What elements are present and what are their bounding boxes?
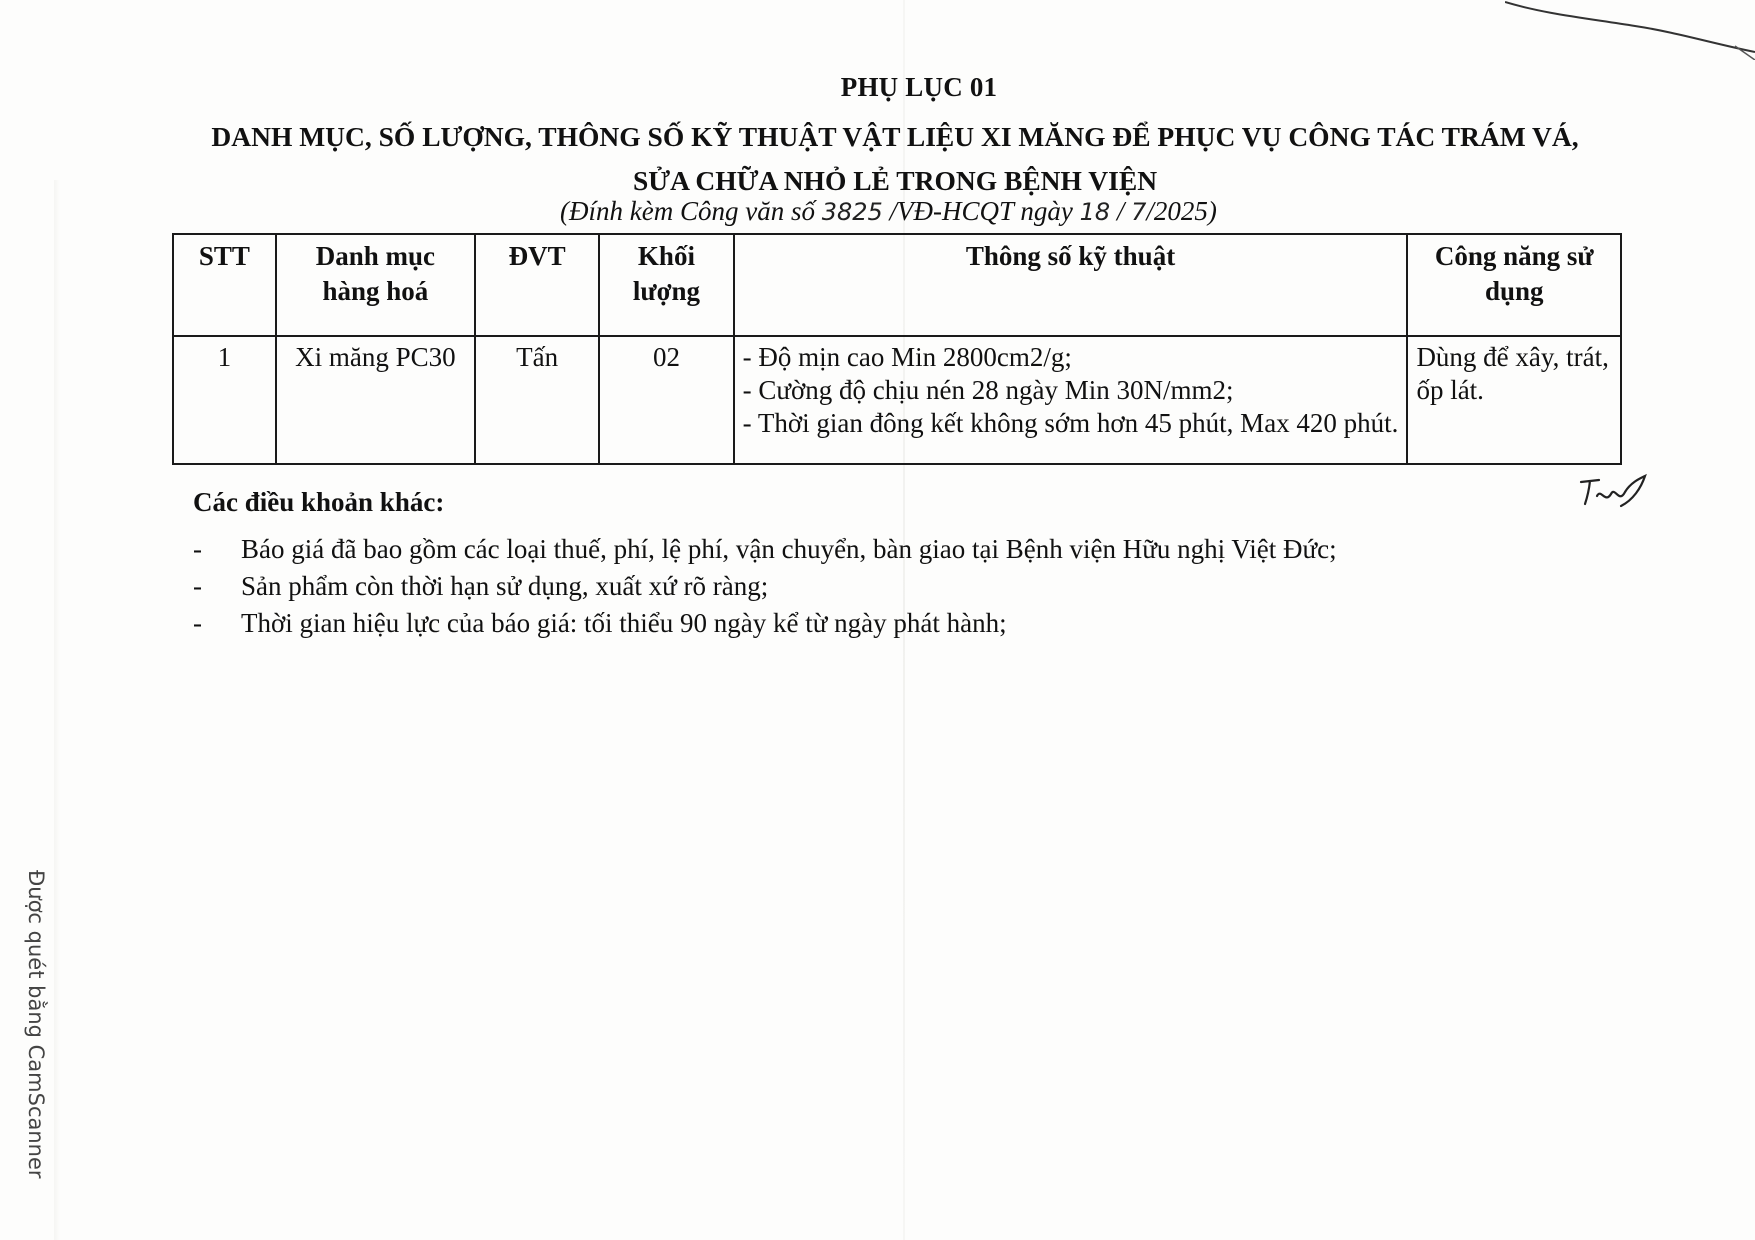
table-row: [173, 336, 1621, 464]
spec-line: - Cường độ chịu nén 28 ngày Min 30N/mm2;: [742, 375, 1234, 405]
cell-unit: Tấn: [475, 336, 599, 464]
spec-line: - Thời gian đông kết không sớm hơn 45 phút, Max 420 phút.: [742, 408, 1399, 438]
attachment-suffix: /2025): [1146, 196, 1217, 226]
header-item-name-line1: Danh mục: [315, 241, 436, 271]
attachment-middle: /VĐ-HCQT ngày: [882, 196, 1080, 226]
header-unit: ĐVT: [475, 234, 599, 336]
handwritten-month: 7: [1131, 198, 1147, 226]
handwritten-doc-number: 3825: [821, 198, 883, 226]
corner-scratch-mark: [1505, 0, 1755, 60]
annex-heading: PHỤ LỤC 01: [840, 72, 998, 102]
header-usage: [1407, 234, 1621, 336]
list-item: [193, 568, 1337, 605]
header-quantity: [599, 234, 733, 336]
scan-left-edge: [54, 180, 60, 1240]
terms-list: [193, 531, 1337, 642]
handwritten-day: 18: [1079, 198, 1111, 226]
term-text: Thời gian hiệu lực của báo giá: tối thiểu 90 ngày kể từ ngày phát hành;: [241, 608, 1007, 638]
header-item-name-line2: hàng hoá: [322, 276, 429, 306]
attachment-separator: /: [1110, 196, 1132, 226]
header-item-name: [276, 234, 475, 336]
spec-line: - Độ mịn cao Min 2800cm2/g;: [742, 342, 1072, 372]
header-stt: STT: [173, 234, 276, 336]
cell-specifications: [734, 336, 1408, 464]
term-text: Báo giá đã bao gồm các loại thuế, phí, lệ phí, vận chuyển, bàn giao tại Bệnh viện Hữu nghị Việt Đức;: [241, 534, 1337, 564]
terms-heading: Các điều khoản khác:: [193, 487, 445, 517]
header-usage-line1: Công năng sử: [1434, 241, 1594, 271]
title-line-2: SỬA CHỮA NHỎ LẺ TRONG BỆNH VIỆN: [632, 165, 1158, 196]
title-line-1: DANH MỤC, SỐ LƯỢNG, THÔNG SỐ KỸ THUẬT VẬT LIỆU XI MĂNG ĐỂ PHỤC VỤ CÔNG TÁC TRÁM VÁ,: [211, 121, 1579, 152]
attachment-reference: [560, 196, 1217, 227]
cell-usage: Dùng để xây, trát, ốp lát.: [1407, 336, 1621, 464]
list-item: [193, 605, 1337, 642]
header-quantity-line1: Khối: [637, 241, 695, 271]
bullet-dash: -: [193, 608, 202, 638]
bullet-dash: -: [193, 534, 202, 564]
list-item: [193, 531, 1337, 568]
cell-quantity: 02: [599, 336, 733, 464]
header-specifications: Thông số kỹ thuật: [734, 234, 1408, 336]
bullet-dash: -: [193, 571, 202, 601]
cell-item-name: Xi măng PC30: [276, 336, 475, 464]
header-usage-line2: dụng: [1484, 276, 1544, 306]
header-quantity-line2: lượng: [632, 276, 701, 306]
camscanner-watermark: Được quét bằng CamScanner: [24, 870, 48, 1179]
table-header-row: [173, 234, 1621, 336]
handwritten-initials: [1575, 470, 1655, 510]
attachment-prefix: (Đính kèm Công văn số: [560, 196, 822, 226]
term-text: Sản phẩm còn thời hạn sử dụng, xuất xứ rõ ràng;: [241, 571, 769, 601]
document-title: [195, 115, 1595, 203]
materials-table: [172, 233, 1622, 465]
cell-stt: 1: [173, 336, 276, 464]
